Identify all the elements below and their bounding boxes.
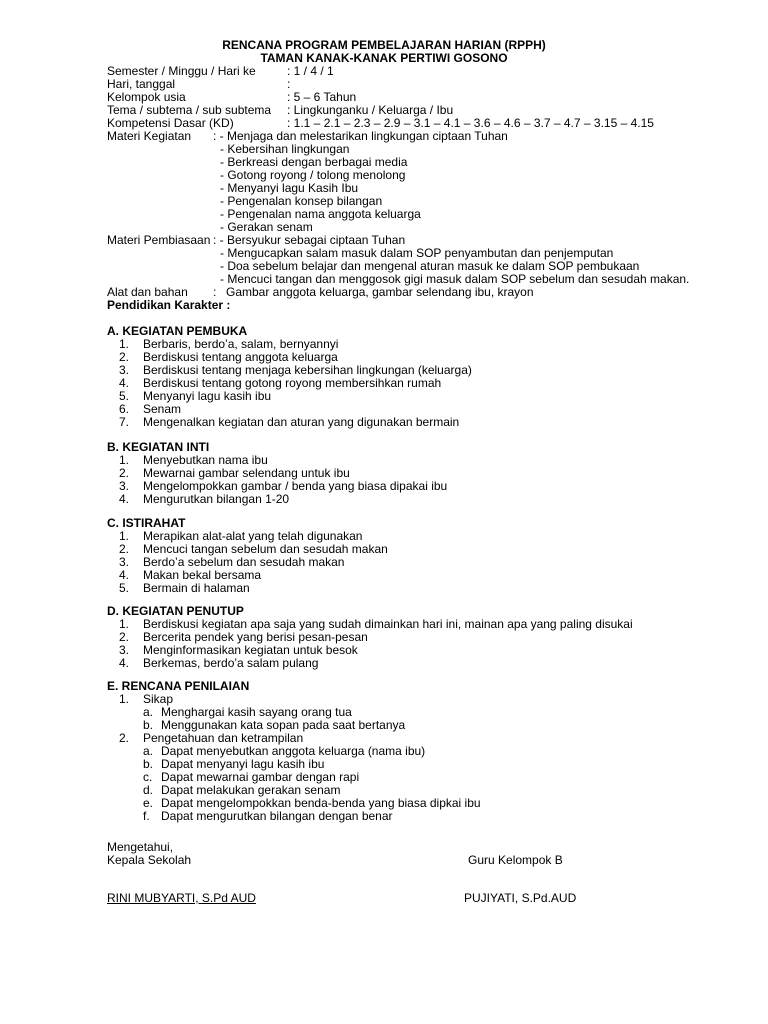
- sub-list-item: Menghargai kasih sayang orang tua: [161, 705, 352, 719]
- list-number: 2.: [119, 466, 130, 480]
- list-item: Mengenalkan kegiatan dan aturan yang digunakan bermain: [143, 415, 460, 429]
- list-number: 4.: [119, 656, 130, 670]
- info-label-kelompok: Kelompok usia: [107, 90, 186, 104]
- list-number: 2.: [119, 630, 130, 644]
- materi-kegiatan-label: Materi Kegiatan: [107, 129, 192, 143]
- sub-list-letter: b.: [143, 757, 154, 771]
- info-label-kd: Kompetensi Dasar (KD): [107, 116, 234, 130]
- alat-value: Gambar anggota keluarga, gambar selendang ibu, krayon: [226, 285, 534, 299]
- materi-kegiatan-item: - Pengenalan nama anggota keluarga: [220, 207, 421, 221]
- list-item: Berdo’a sebelum dan sesudah makan: [143, 555, 345, 569]
- info-label-tema: Tema / subtema / sub subtema: [107, 103, 272, 117]
- sub-list-letter: b.: [143, 718, 154, 732]
- list-item: Berdiskusi tentang gotong royong membersihkan rumah: [143, 376, 442, 390]
- list-item: Berbaris, berdo’a, salam, bernyannyi: [143, 337, 339, 351]
- sub-list-letter: a.: [143, 705, 154, 719]
- document-title: RENCANA PROGRAM PEMBELAJARAN HARIAN (RPPH): [222, 38, 546, 52]
- list-number: 5.: [119, 581, 130, 595]
- sub-list-letter: f.: [143, 809, 150, 823]
- list-item: Mengelompokkan gambar / benda yang biasa dipakai ibu: [143, 479, 448, 493]
- sub-list-item: Dapat menyebutkan anggota keluarga (nama ibu): [161, 744, 426, 758]
- list-number: 1.: [119, 337, 130, 351]
- sub-list-item: Dapat mengurutkan bilangan dengan benar: [161, 809, 393, 823]
- list-number: 2.: [119, 350, 130, 364]
- sub-list-item: Dapat melakukan gerakan senam: [161, 783, 341, 797]
- list-item: Berkemas, berdo’a salam pulang: [143, 656, 319, 670]
- alat-label: Alat dan bahan: [107, 285, 188, 299]
- list-item: Berdiskusi tentang menjaga kebersihan lingkungan (keluarga): [143, 363, 472, 377]
- list-item: Senam: [143, 402, 182, 416]
- list-item: Makan bekal bersama: [143, 568, 262, 582]
- list-item: Mencuci tangan sebelum dan sesudah makan: [143, 542, 388, 556]
- materi-kegiatan-item: - Gotong royong / tolong menolong: [220, 168, 406, 182]
- sub-list-item: Dapat menyanyi lagu kasih ibu: [161, 757, 325, 771]
- guru-kelompok-role: Guru Kelompok B: [468, 853, 563, 867]
- sub-list-letter: e.: [143, 796, 154, 810]
- sub-list-letter: c.: [143, 770, 153, 784]
- list-item: Bercerita pendek yang berisi pesan-pesan: [143, 630, 368, 644]
- list-number: 3.: [119, 363, 130, 377]
- pendidikan-karakter: Pendidikan Karakter :: [107, 298, 231, 312]
- list-number: 5.: [119, 389, 130, 403]
- materi-kegiatan-item: - Pengenalan konsep bilangan: [220, 194, 383, 208]
- list-item: Menyanyi lagu kasih ibu: [143, 389, 272, 403]
- materi-pembiasaan-item: - Doa sebelum belajar dan mengenal aturan masuk ke dalam SOP pembukaan: [220, 259, 640, 273]
- info-value-hari: :: [287, 77, 291, 91]
- list-item: Pengetahuan dan ketrampilan: [143, 731, 304, 745]
- section-heading-pembuka: A. KEGIATAN PEMBUKA: [107, 324, 248, 338]
- materi-kegiatan-item: - Gerakan senam: [220, 220, 313, 234]
- info-value-kelompok: : 5 – 6 Tahun: [287, 90, 357, 104]
- info-value-tema: : Lingkunganku / Keluarga / Ibu: [287, 103, 454, 117]
- list-number: 3.: [119, 479, 130, 493]
- info-value-semester: : 1 / 4 / 1: [287, 64, 334, 78]
- materi-pembiasaan-first: : - Bersyukur sebagai ciptaan Tuhan: [213, 233, 406, 247]
- info-label-hari: Hari, tanggal: [107, 77, 176, 91]
- list-number: 1.: [119, 453, 130, 467]
- list-item: Bermain di halaman: [143, 581, 250, 595]
- info-label-semester: Semester / Minggu / Hari ke: [107, 64, 256, 78]
- list-number: 4.: [119, 492, 130, 506]
- materi-pembiasaan-item: - Mencuci tangan dan menggosok gigi masuk dalam SOP sebelum dan sesudah makan.: [220, 272, 690, 286]
- sub-list-item: Dapat mewarnai gambar dengan rapi: [161, 770, 360, 784]
- materi-pembiasaan-item: - Mengucapkan salam masuk dalam SOP penyambutan dan penjemputan: [220, 246, 614, 260]
- list-number: 4.: [119, 568, 130, 582]
- list-item: Merapikan alat-alat yang telah digunakan: [143, 529, 363, 543]
- section-heading-penilaian: E. RENCANA PENILAIAN: [107, 679, 250, 693]
- guru-name: PUJIYATI, S.Pd.AUD: [464, 891, 577, 905]
- mengetahui-text: Mengetahui,: [107, 840, 174, 854]
- section-heading-penutup: D. KEGIATAN PENUTUP: [107, 604, 244, 618]
- materi-kegiatan-first: : - Menjaga dan melestarikan lingkungan ciptaan Tuhan: [213, 129, 508, 143]
- list-item: Mewarnai gambar selendang untuk ibu: [143, 466, 350, 480]
- list-number: 3.: [119, 555, 130, 569]
- materi-kegiatan-item: - Menyanyi lagu Kasih Ibu: [220, 181, 359, 195]
- list-number: 6.: [119, 402, 130, 416]
- sub-list-item: Dapat mengelompokkan benda-benda yang biasa dipkai ibu: [161, 796, 481, 810]
- section-heading-istirahat: C. ISTIRAHAT: [107, 516, 186, 530]
- list-item: Berdiskusi kegiatan apa saja yang sudah dimainkan hari ini, mainan apa yang paling disukai: [143, 617, 633, 631]
- list-number: 2.: [119, 542, 130, 556]
- list-number: 4.: [119, 376, 130, 390]
- kepala-sekolah-name: RINI MUBYARTI, S.Pd AUD: [107, 891, 256, 905]
- list-item: Mengurutkan bilangan 1-20: [143, 492, 290, 506]
- list-number: 2.: [119, 731, 130, 745]
- list-item: Menginformasikan kegiatan untuk besok: [143, 643, 358, 657]
- sub-list-item: Menggunakan kata sopan pada saat bertanya: [161, 718, 406, 732]
- info-value-kd: : 1.1 – 2.1 – 2.3 – 2.9 – 3.1 – 4.1 – 3.6 – 4.6 – 3.7 – 4.7 – 3.15 – 4.15: [287, 116, 654, 130]
- list-item: Berdiskusi tentang anggota keluarga: [143, 350, 338, 364]
- list-number: 1.: [119, 529, 130, 543]
- kepala-sekolah-role: Kepala Sekolah: [107, 853, 192, 867]
- list-number: 1.: [119, 617, 130, 631]
- list-number: 1.: [119, 692, 130, 706]
- alat-colon: :: [213, 285, 217, 299]
- list-number: 3.: [119, 643, 130, 657]
- materi-pembiasaan-label: Materi Pembiasaan: [107, 233, 211, 247]
- sub-list-letter: a.: [143, 744, 154, 758]
- section-heading-inti: B. KEGIATAN INTI: [107, 440, 210, 454]
- list-item: Sikap: [143, 692, 174, 706]
- school-name: TAMAN KANAK-KANAK PERTIWI GOSONO: [260, 51, 508, 65]
- materi-kegiatan-item: - Berkreasi dengan berbagai media: [220, 155, 408, 169]
- sub-list-letter: d.: [143, 783, 154, 797]
- list-number: 7.: [119, 415, 130, 429]
- materi-kegiatan-item: - Kebersihan lingkungan: [220, 142, 350, 156]
- list-item: Menyebutkan nama ibu: [143, 453, 268, 467]
